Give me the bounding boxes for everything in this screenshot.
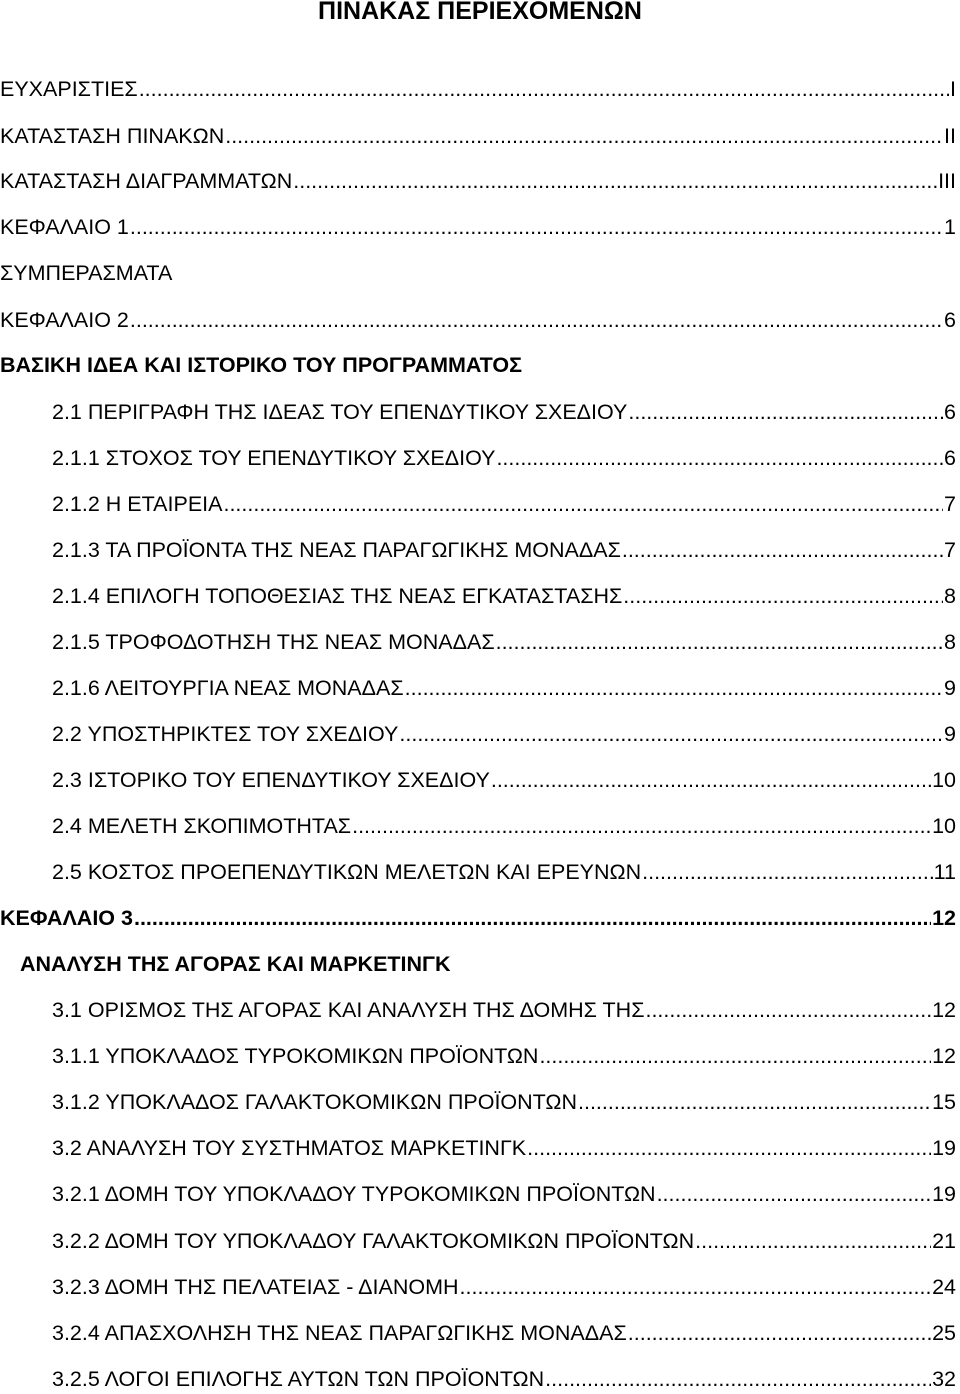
toc-entry-page-number: 24 — [932, 1275, 956, 1299]
toc-entry-page-number: 6 — [944, 446, 956, 470]
toc-entry-label: 2.1.5 ΤΡΟΦΟΔΟΤΗΣΗ ΤΗΣ ΝΕΑΣ ΜΟΝΑΔΑΣ — [52, 630, 495, 654]
toc-entry-page-number: 1 — [944, 215, 956, 239]
toc-entry-label: ΚΕΦΑΛΑΙΟ 2 — [0, 308, 129, 332]
toc-entry[interactable] — [52, 857, 956, 887]
toc-entry[interactable] — [52, 1179, 956, 1209]
toc-entry-label: 2.5 ΚΟΣΤΟΣ ΠΡΟΕΠΕΝΔΥΤΙΚΩΝ ΜΕΛΕΤΩΝ ΚΑΙ ΕΡΕΥΝΩΝ — [52, 860, 642, 884]
toc-entry-page-number: 12 — [932, 906, 956, 930]
toc-heading: ΒΑΣΙΚΗ ΙΔΕΑ ΚΑΙ ΙΣΤΟΡΙΚΟ ΤΟΥ ΠΡΟΓΡΑΜΜΑΤΟΣ — [0, 353, 523, 377]
toc-entry[interactable] — [52, 673, 956, 703]
toc-entry-label: 3.2.1 ΔΟΜΗ ΤΟΥ ΥΠΟΚΛΑΔΟΥ ΤΥΡΟΚΟΜΙΚΩΝ ΠΡΟΪΟΝΤΩΝ — [52, 1182, 656, 1206]
toc-entry-label: ΚΑΤΑΣΤΑΣΗ ΔΙΑΓΡΑΜΜΑΤΩΝ — [0, 169, 293, 193]
dot-leader — [134, 903, 931, 933]
toc-entry-label: 2.2 ΥΠΟΣΤΗΡΙΚΤΕΣ ΤΟΥ ΣΧΕΔΙΟΥ — [52, 722, 399, 746]
toc-entry-page-number: 32 — [932, 1367, 956, 1391]
toc-entry[interactable] — [52, 1364, 956, 1394]
toc-entry-label: 3.2.5 ΛΟΓΟΙ ΕΠΙΛΟΓΗΣ ΑΥΤΩΝ ΤΩΝ ΠΡΟΪΟΝΤΩΝ — [52, 1367, 545, 1391]
toc-entry[interactable] — [52, 765, 956, 795]
toc-entry-label: 2.3 ΙΣΤΟΡΙΚΟ ΤΟΥ ΕΠΕΝΔΥΤΙΚΟΥ ΣΧΕΔΙΟΥ — [52, 768, 490, 792]
dot-leader — [545, 1364, 931, 1394]
toc-entry-page-number: 15 — [932, 1090, 956, 1114]
dot-leader — [628, 1318, 931, 1348]
toc-entry-label: 3.1 ΟΡΙΣΜΟΣ ΤΗΣ ΑΓΟΡΑΣ ΚΑΙ ΑΝΑΛΥΣΗ ΤΗΣ ΔΟΜΗΣ ΤΗΣ — [52, 998, 645, 1022]
toc-entry[interactable] — [52, 535, 956, 565]
toc-entry[interactable] — [52, 995, 956, 1025]
dot-leader — [645, 995, 931, 1025]
toc-entry[interactable] — [0, 212, 956, 242]
toc-entry[interactable] — [52, 1226, 956, 1256]
dot-leader — [578, 1087, 931, 1117]
dot-leader — [622, 535, 943, 565]
dot-leader — [496, 627, 943, 657]
dot-leader — [623, 581, 943, 611]
toc-entry-page-number: I — [950, 77, 956, 101]
toc-entry[interactable] — [0, 305, 956, 335]
toc-entry-page-number: 25 — [932, 1321, 956, 1345]
toc-heading: ΣΥΜΠΕΡΑΣΜΑΤΑ — [0, 261, 173, 285]
dot-leader — [225, 121, 943, 151]
toc-entry-page-number: II — [944, 124, 956, 148]
dot-leader — [399, 719, 943, 749]
toc-entry-page-number: 19 — [932, 1182, 956, 1206]
dot-leader — [491, 765, 931, 795]
toc-entry-page-number: 10 — [932, 768, 956, 792]
dot-leader — [695, 1226, 931, 1256]
toc-entry[interactable] — [52, 1133, 956, 1163]
toc-entry-page-number: 8 — [944, 584, 956, 608]
toc-entry-label: 2.1.2 Η ΕΤΑΙΡΕΙΑ — [52, 492, 223, 516]
toc-entry-label: ΕΥΧΑΡΙΣΤΙΕΣ — [0, 77, 138, 101]
dot-leader — [460, 1272, 932, 1302]
toc-entry-page-number: 7 — [944, 492, 956, 516]
dot-leader — [130, 305, 943, 335]
toc-entry-page-number: 12 — [932, 1044, 956, 1068]
toc-entry[interactable] — [52, 489, 956, 519]
dot-leader — [352, 811, 931, 841]
dot-leader — [405, 673, 943, 703]
dot-leader — [527, 1133, 931, 1163]
toc-entry[interactable] — [52, 1041, 956, 1071]
toc-entry[interactable] — [0, 121, 956, 151]
toc-entry[interactable] — [0, 74, 956, 104]
dot-leader — [657, 1179, 932, 1209]
toc-entry-label: 2.4 ΜΕΛΕΤΗ ΣΚΟΠΙΜΟΤΗΤΑΣ — [52, 814, 352, 838]
toc-entry-label: 2.1.6 ΛΕΙΤΟΥΡΓΙΑ ΝΕΑΣ ΜΟΝΑΔΑΣ — [52, 676, 404, 700]
toc-entry[interactable] — [52, 811, 956, 841]
toc-entry-page-number: 6 — [944, 400, 956, 424]
dot-leader — [223, 489, 943, 519]
toc-entry[interactable] — [52, 1087, 956, 1117]
toc-entry-page-number: 9 — [944, 722, 956, 746]
toc-heading: ΑΝΑΛΥΣΗ ΤΗΣ ΑΓΟΡΑΣ ΚΑΙ ΜΑΡΚΕΤΙΝΓΚ — [20, 952, 451, 976]
toc-entry-label: ΚΑΤΑΣΤΑΣΗ ΠΙΝΑΚΩΝ — [0, 124, 225, 148]
dot-leader — [139, 74, 949, 104]
dot-leader — [642, 857, 933, 887]
toc-entry-label: 3.1.2 ΥΠΟΚΛΑΔΟΣ ΓΑΛΑΚΤΟΚΟΜΙΚΩΝ ΠΡΟΪΟΝΤΩΝ — [52, 1090, 578, 1114]
toc-entry-label: 3.2.3 ΔΟΜΗ ΤΗΣ ΠΕΛΑΤΕΙΑΣ - ΔΙΑΝΟΜΗ — [52, 1275, 459, 1299]
toc-entry-label: 2.1.3 ΤΑ ΠΡΟΪΟΝΤΑ ΤΗΣ ΝΕΑΣ ΠΑΡΑΓΩΓΙΚΗΣ ΜΟΝΑΔΑΣ — [52, 538, 621, 562]
toc-entry[interactable] — [52, 627, 956, 657]
toc-entry-label: ΚΕΦΑΛΑΙΟ 1 — [0, 215, 129, 239]
toc-entry-label: 3.2 ΑΝΑΛΥΣΗ ΤΟΥ ΣΥΣΤΗΜΑΤΟΣ ΜΑΡΚΕΤΙΝΓΚ — [52, 1136, 527, 1160]
dot-leader — [539, 1041, 931, 1071]
toc-entry-page-number: 12 — [932, 998, 956, 1022]
toc-entry[interactable] — [52, 397, 956, 427]
toc-entry-label: 3.1.1 ΥΠΟΚΛΑΔΟΣ ΤΥΡΟΚΟΜΙΚΩΝ ΠΡΟΪΟΝΤΩΝ — [52, 1044, 539, 1068]
toc-entry-page-number: 21 — [932, 1229, 956, 1253]
toc-entry-page-number: 11 — [933, 860, 956, 884]
toc-entry[interactable] — [52, 581, 956, 611]
toc-entry[interactable] — [52, 1318, 956, 1348]
toc-entry[interactable] — [52, 1272, 956, 1302]
page-title: ΠΙΝΑΚΑΣ ΠΕΡΙΕΧΟΜΕΝΩΝ — [318, 0, 642, 25]
toc-entry[interactable] — [52, 719, 956, 749]
dot-leader — [130, 212, 943, 242]
toc-entry-page-number: 19 — [932, 1136, 956, 1160]
toc-entry[interactable] — [52, 443, 956, 473]
toc-entry-label: 2.1.4 ΕΠΙΛΟΓΗ ΤΟΠΟΘΕΣΙΑΣ ΤΗΣ ΝΕΑΣ ΕΓΚΑΤΑΣΤΑΣΗΣ — [52, 584, 623, 608]
dot-leader — [496, 443, 943, 473]
toc-entry[interactable] — [0, 903, 956, 933]
dot-leader — [628, 397, 943, 427]
toc-entry-label: ΚΕΦΑΛΑΙΟ 3 — [0, 906, 133, 930]
toc-entry-page-number: 8 — [944, 630, 956, 654]
toc-entry-label: 2.1.1 ΣΤΟΧΟΣ ΤΟΥ ΕΠΕΝΔΥΤΙΚΟΥ ΣΧΕΔΙΟΥ — [52, 446, 496, 470]
toc-entry-page-number: 7 — [944, 538, 956, 562]
dot-leader — [293, 166, 937, 196]
toc-entry[interactable] — [0, 166, 956, 196]
toc-entry-page-number: 6 — [944, 308, 956, 332]
toc-entry-label: 3.2.2 ΔΟΜΗ ΤΟΥ ΥΠΟΚΛΑΔΟΥ ΓΑΛΑΚΤΟΚΟΜΙΚΩΝ ΠΡΟΪΟΝΤΩΝ — [52, 1229, 695, 1253]
toc-entry-label: 2.1 ΠΕΡΙΓΡΑΦΗ ΤΗΣ ΙΔΕΑΣ ΤΟΥ ΕΠΕΝΔΥΤΙΚΟΥ ΣΧΕΔΙΟΥ — [52, 400, 628, 424]
toc-entry-page-number: 9 — [944, 676, 956, 700]
toc-entry-page-number: III — [938, 169, 956, 193]
toc-entry-page-number: 10 — [932, 814, 956, 838]
toc-entry-label: 3.2.4 ΑΠΑΣΧΟΛΗΣΗ ΤΗΣ ΝΕΑΣ ΠΑΡΑΓΩΓΙΚΗΣ ΜΟΝΑΔΑΣ — [52, 1321, 627, 1345]
